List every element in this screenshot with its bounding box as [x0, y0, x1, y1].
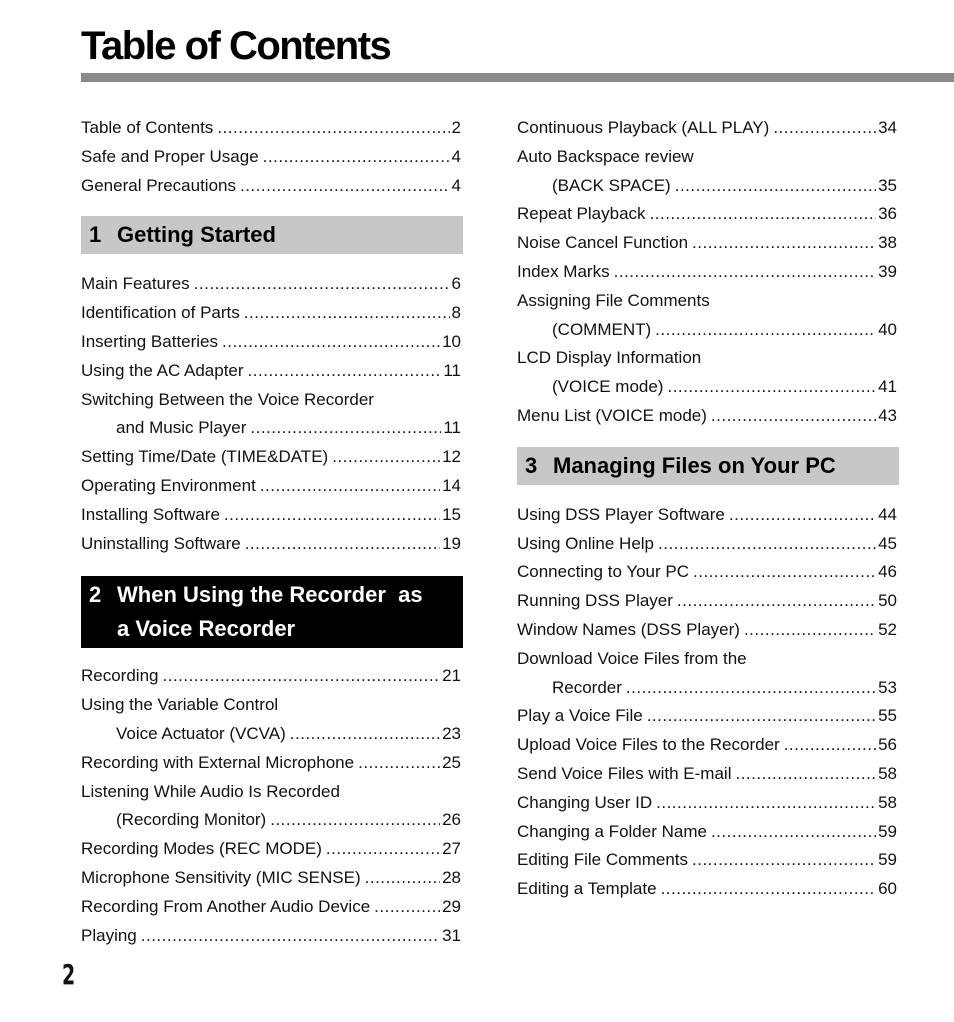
toc-entry-label: Microphone Sensitivity (MIC SENSE)	[81, 867, 361, 887]
toc-entry[interactable]	[517, 530, 897, 559]
dot-leader	[650, 200, 877, 229]
toc-entry-label: Editing a Template	[517, 879, 657, 899]
dot-leader	[263, 143, 450, 172]
toc-entry-page: 38	[878, 233, 897, 253]
toc-entry-label: General Precautions	[81, 175, 236, 195]
toc-entry[interactable]	[81, 328, 461, 357]
dot-leader	[773, 114, 876, 143]
toc-entry-page: 45	[878, 533, 897, 553]
toc-list	[517, 501, 897, 904]
toc-entry[interactable]	[81, 143, 461, 172]
toc-entry-page: 59	[878, 850, 897, 870]
dot-leader	[729, 501, 876, 530]
toc-entry-page: 10	[442, 331, 461, 351]
toc-entry-page: 43	[878, 405, 897, 425]
toc-entry-label: Using the AC Adapter	[81, 360, 244, 380]
dot-leader	[163, 662, 441, 691]
dot-leader	[245, 530, 440, 559]
dot-leader	[667, 373, 876, 402]
toc-entry-label: (BACK SPACE)	[552, 175, 671, 195]
dot-leader	[655, 316, 876, 345]
toc-entry-label: Download Voice Files from the	[517, 648, 747, 668]
toc-entry-page: 59	[878, 821, 897, 841]
toc-entry-page: 55	[878, 706, 897, 726]
toc-entry[interactable]	[517, 287, 897, 316]
toc-entry[interactable]	[81, 270, 461, 299]
dot-leader	[358, 749, 440, 778]
toc-entry[interactable]	[517, 702, 897, 731]
toc-list	[517, 114, 897, 431]
dot-leader	[244, 299, 450, 328]
section-heading-voice-recorder[interactable]	[81, 576, 463, 648]
toc-entry-page: 28	[442, 867, 461, 887]
toc-entry-label: Inserting Batteries	[81, 331, 219, 351]
toc-entry-label: Assigning File Comments	[517, 290, 710, 310]
toc-entry-page: 58	[878, 792, 897, 812]
section-title: When Using the Recorder as a Voice Recorder	[117, 582, 423, 642]
dot-leader	[217, 114, 449, 143]
toc-entry-page: 21	[442, 666, 461, 686]
toc-entry-label: Uninstalling Software	[81, 533, 241, 553]
toc-entry[interactable]	[517, 818, 897, 847]
toc-entry-label: Repeat Playback	[517, 204, 646, 224]
toc-entry-label: Noise Cancel Function	[517, 233, 689, 253]
toc-entry[interactable]	[517, 760, 897, 789]
dot-leader	[693, 558, 876, 587]
toc-entry[interactable]	[81, 691, 461, 720]
dot-leader	[744, 616, 876, 645]
toc-entry-page: 11	[443, 360, 461, 380]
toc-entry-label: Index Marks	[517, 261, 610, 281]
toc-entry-label: Recorder	[552, 677, 622, 697]
toc-entry[interactable]	[517, 616, 897, 645]
toc-entry[interactable]	[81, 835, 461, 864]
toc-entry-page: 8	[451, 303, 461, 323]
section-number: 3	[525, 452, 538, 478]
dot-leader	[656, 789, 876, 818]
toc-entry-label: Using DSS Player Software	[517, 504, 725, 524]
toc-entry-page: 46	[878, 562, 897, 582]
dot-leader	[661, 875, 877, 904]
dot-leader	[141, 922, 440, 951]
toc-entry-label: Identification of Parts	[81, 303, 240, 323]
section-number: 2	[89, 582, 102, 608]
dot-leader	[326, 835, 440, 864]
toc-entry-label: Upload Voice Files to the Recorder	[517, 735, 780, 755]
toc-entry[interactable]	[81, 114, 461, 143]
toc-entry[interactable]	[81, 530, 461, 559]
toc-entry-page: 6	[451, 274, 461, 294]
toc-entry[interactable]	[81, 922, 461, 951]
toc-entry-page: 39	[878, 261, 897, 281]
toc-entry-page: 19	[442, 533, 461, 553]
toc-entry[interactable]	[81, 720, 461, 749]
toc-entry-label: Connecting to Your PC	[517, 562, 690, 582]
dot-leader	[248, 357, 442, 386]
toc-entry-label: and Music Player	[116, 418, 247, 438]
toc-entry[interactable]	[81, 749, 461, 778]
toc-entry[interactable]	[517, 731, 897, 760]
right-column	[517, 114, 897, 904]
toc-entry-label: Using Online Help	[517, 533, 655, 553]
toc-entry-page: 11	[443, 418, 461, 438]
toc-entry[interactable]	[517, 143, 897, 172]
toc-list	[81, 270, 461, 558]
dot-leader	[290, 720, 440, 749]
toc-entry-label: Changing a Folder Name	[517, 821, 707, 841]
toc-entry-page: 35	[878, 175, 897, 195]
toc-entry-page: 60	[878, 879, 897, 899]
toc-entry[interactable]	[517, 172, 897, 201]
toc-entry[interactable]	[81, 357, 461, 386]
toc-entry[interactable]	[81, 501, 461, 530]
toc-entry[interactable]	[517, 558, 897, 587]
toc-entry-page: 31	[442, 925, 461, 945]
toc-entry[interactable]	[81, 386, 461, 415]
toc-entry-page: 23	[442, 723, 461, 743]
toc-entry-page: 25	[442, 752, 461, 772]
toc-entry[interactable]	[517, 373, 897, 402]
toc-entry-label: Window Names (DSS Player)	[517, 619, 740, 639]
toc-entry[interactable]	[81, 172, 461, 201]
dot-leader	[194, 270, 450, 299]
toc-entry-label: Listening While Audio Is Recorded	[81, 781, 340, 801]
toc-entry-page: 15	[442, 504, 461, 524]
toc-entry-page: 50	[878, 591, 897, 611]
toc-entry-label: Operating Environment	[81, 475, 256, 495]
page-number: 2	[62, 958, 76, 991]
toc-entry[interactable]	[81, 414, 461, 443]
toc-entry-label: Voice Actuator (VCVA)	[116, 723, 286, 743]
dot-leader	[250, 414, 441, 443]
toc-entry-label: Editing File Comments	[517, 850, 689, 870]
toc-entry-page: 52	[878, 619, 897, 639]
toc-entry-label: Using the Variable Control	[81, 695, 279, 715]
toc-entry[interactable]	[81, 472, 461, 501]
section-heading-managing-files[interactable]	[517, 447, 899, 485]
toc-entry-label: LCD Display Information	[517, 348, 702, 368]
dot-leader	[692, 846, 876, 875]
toc-entry-page: 4	[451, 146, 461, 166]
toc-entry-page: 4	[451, 175, 461, 195]
toc-entry[interactable]	[517, 645, 897, 674]
toc-entry-label: Installing Software	[81, 504, 220, 524]
dot-leader	[222, 328, 440, 357]
toc-entry[interactable]	[517, 674, 897, 703]
toc-entry-page: 56	[878, 735, 897, 755]
toc-entry-label: Main Features	[81, 274, 190, 294]
toc-entry[interactable]	[517, 316, 897, 345]
toc-list	[81, 662, 461, 950]
dot-leader	[270, 806, 440, 835]
dot-leader	[332, 443, 440, 472]
toc-entry-label: Setting Time/Date (TIME&DATE)	[81, 447, 329, 467]
toc-entry[interactable]	[517, 875, 897, 904]
dot-leader	[626, 674, 876, 703]
toc-entry-label: Continuous Playback (ALL PLAY)	[517, 118, 770, 137]
toc-entry-label: Changing User ID	[517, 792, 653, 812]
toc-entry-label: (Recording Monitor)	[116, 810, 267, 830]
toc-entry-page: 40	[878, 319, 897, 339]
toc-entry[interactable]	[517, 402, 897, 431]
toc-entry-label: Recording From Another Audio Device	[81, 896, 371, 916]
toc-entry[interactable]	[517, 200, 897, 229]
toc-entry-label: (COMMENT)	[552, 319, 652, 339]
toc-entry-label: Recording	[81, 666, 159, 686]
dot-leader	[677, 587, 876, 616]
dot-leader	[374, 893, 440, 922]
dot-leader	[784, 731, 876, 760]
toc-entry-label: (VOICE mode)	[552, 377, 664, 397]
toc-entry[interactable]	[81, 662, 461, 691]
toc-entry[interactable]	[517, 789, 897, 818]
title-rule	[81, 73, 954, 82]
dot-leader	[647, 702, 876, 731]
toc-entry-page: 27	[442, 839, 461, 859]
dot-leader	[614, 258, 876, 287]
toc-entry-page: 34	[878, 118, 897, 137]
dot-leader	[365, 864, 440, 893]
toc-entry[interactable]	[81, 299, 461, 328]
toc-entry[interactable]	[517, 501, 897, 530]
toc-entry-label: Recording with External Microphone	[81, 752, 355, 772]
toc-entry[interactable]	[517, 846, 897, 875]
toc-entry[interactable]	[517, 587, 897, 616]
toc-entry-page: 44	[878, 504, 897, 524]
toc-entry-page: 53	[878, 677, 897, 697]
toc-entry-label: Playing	[81, 925, 137, 945]
toc-entry[interactable]	[81, 806, 461, 835]
section-title: Getting Started	[117, 222, 276, 248]
left-column	[81, 114, 461, 950]
toc-entry-page: 26	[442, 810, 461, 830]
dot-leader	[692, 229, 876, 258]
section-number: 1	[89, 222, 102, 248]
toc-entry-page: 2	[451, 118, 461, 137]
dot-leader	[240, 172, 450, 201]
toc-entry-label: Recording Modes (REC MODE)	[81, 839, 322, 859]
toc-entry-page: 36	[878, 204, 897, 224]
dot-leader	[260, 472, 440, 501]
toc-entry-label: Switching Between the Voice Recorder	[81, 389, 374, 409]
toc-entry[interactable]	[517, 344, 897, 373]
toc-list	[81, 114, 461, 200]
dot-leader	[711, 402, 876, 431]
toc-entry-page: 29	[442, 896, 461, 916]
section-heading-getting-started[interactable]	[81, 216, 463, 254]
dot-leader	[675, 172, 876, 201]
toc-entry[interactable]	[517, 258, 897, 287]
toc-entry-label: Table of Contents	[81, 118, 214, 137]
toc-entry[interactable]	[517, 229, 897, 258]
toc-entry-page: 58	[878, 763, 897, 783]
toc-entry-label: Send Voice Files with E-mail	[517, 763, 732, 783]
toc-entry-page: 12	[442, 447, 461, 467]
toc-entry-page: 41	[878, 377, 897, 397]
dot-leader	[224, 501, 440, 530]
toc-entry-label: Auto Backspace review	[517, 146, 694, 166]
toc-entry[interactable]	[517, 114, 897, 143]
section-title: Managing Files on Your PC	[553, 452, 836, 478]
toc-entry[interactable]	[81, 443, 461, 472]
toc-entry-label: Safe and Proper Usage	[81, 146, 259, 166]
dot-leader	[735, 760, 876, 789]
toc-entry-label: Running DSS Player	[517, 591, 673, 611]
toc-entry[interactable]	[81, 893, 461, 922]
dot-leader	[658, 530, 876, 559]
toc-entry[interactable]	[81, 864, 461, 893]
toc-entry-label: Menu List (VOICE mode)	[517, 405, 707, 425]
page-title: Table of Contents	[81, 24, 391, 68]
toc-entry-page: 14	[442, 475, 461, 495]
toc-entry[interactable]	[81, 778, 461, 807]
toc-entry-label: Play a Voice File	[517, 706, 643, 726]
dot-leader	[711, 818, 876, 847]
